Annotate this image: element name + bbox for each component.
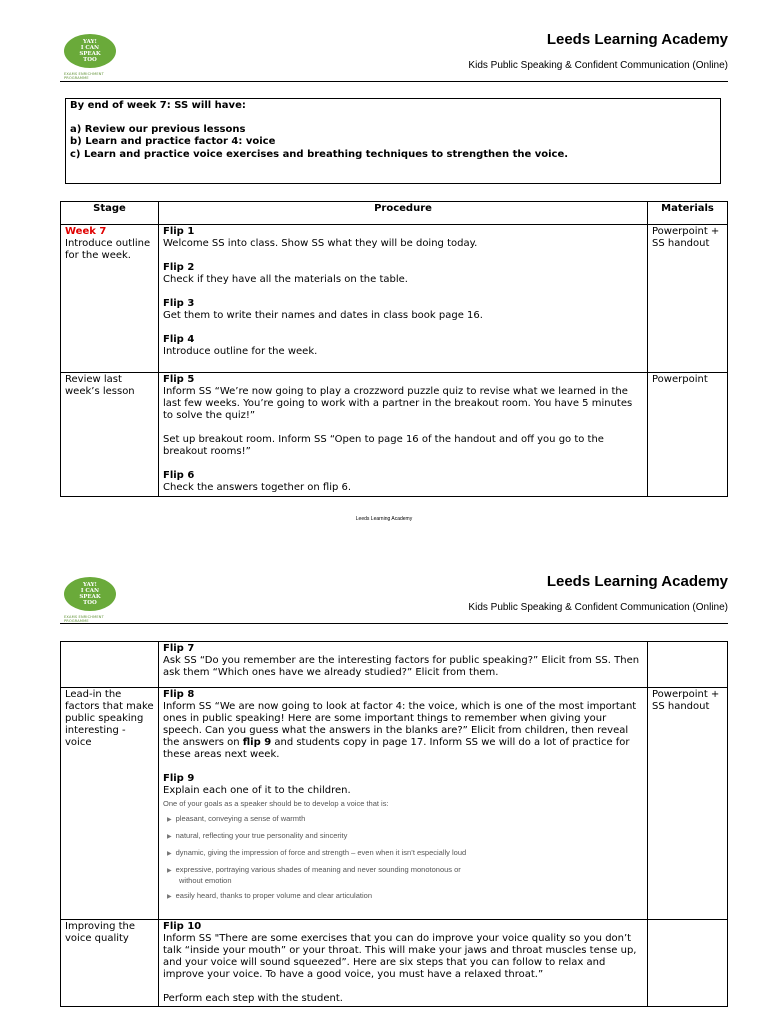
- bullet-arrow-icon: ▶: [167, 834, 172, 840]
- materials-cell: Powerpoint + SS handout: [648, 225, 728, 373]
- bullet-arrow-icon: ▶: [167, 868, 172, 874]
- objective-item: a) Review our previous lessons: [70, 123, 246, 135]
- logo-subtitle: EXAMS ENRICHMENT PROGRAMME: [64, 72, 104, 80]
- step-text: Get them to write their names and dates in class book page 16.: [163, 310, 483, 321]
- step-text: Introduce outline for the week.: [163, 346, 318, 357]
- table-row: [61, 688, 728, 920]
- header-procedure: Procedure: [159, 202, 648, 225]
- step-text: Inform SS “We’re now going to play a crozzword puzzle quiz to revise what we learned in the last few weeks. You’re going to work with a partner in the breakout room. You have 5 minutes to solve the quiz!”: [163, 386, 633, 421]
- procedure-cell: [159, 920, 648, 1007]
- materials-cell: Powerpoint + SS handout: [648, 688, 728, 920]
- procedure-cell: [159, 642, 648, 688]
- bullet-arrow-icon: ▶: [167, 894, 172, 900]
- org-name: Leeds Learning Academy: [546, 573, 728, 590]
- step-text: Check if they have all the materials on the table.: [163, 274, 408, 285]
- goal-item: ▶ dynamic, giving the impression of force and strength – even when it isn’t especially loud: [167, 848, 467, 857]
- goal-item: ▶ pleasant, conveying a sense of warmth: [167, 814, 306, 823]
- procedure-cell: [159, 373, 648, 497]
- stage-cell: [61, 225, 159, 373]
- materials-cell: Powerpoint: [648, 373, 728, 497]
- step-title: Flip 2: [163, 262, 195, 273]
- step-title: Flip 9: [163, 773, 195, 784]
- page-2: [0, 560, 768, 1024]
- week-label: Week 7: [65, 226, 107, 237]
- org-name: Leeds Learning Academy: [546, 31, 728, 48]
- goals-intro: One of your goals as a speaker should be to develop a voice that is:: [163, 799, 389, 808]
- logo-subtitle: EXAMS ENRICHMENT PROGRAMME: [64, 615, 104, 623]
- step-title: Flip 1: [163, 226, 195, 237]
- step-text: Explain each one of it to the children.: [163, 785, 351, 796]
- header-stage: Stage: [61, 202, 159, 225]
- header-divider: [60, 623, 728, 624]
- step-title: Flip 10: [163, 921, 202, 932]
- bullet-arrow-icon: ▶: [167, 851, 172, 857]
- step-text: Inform SS “We are now going to look at factor 4: the voice, which is one of the most important ones in public speaking! Here are some important things to remember when giving your speech. Can you guess what the answers in the blanks are?” Elicit from children, then reveal the answers on flip 9 and students copy in page 17. Inform SS we will do a lot of practice for these areas next week.: [163, 701, 637, 760]
- logo: [64, 34, 116, 70]
- materials-cell: [648, 642, 728, 688]
- step-title: Flip 4: [163, 334, 195, 345]
- step-title: Flip 6: [163, 470, 195, 481]
- objectives-title: By end of week 7: SS will have:: [70, 100, 246, 111]
- table-header-row: [61, 202, 728, 225]
- course-title: Kids Public Speaking & Confident Communication (Online): [468, 602, 728, 613]
- objective-item: c) Learn and practice voice exercises and breathing techniques to strengthen the voice.: [70, 148, 569, 160]
- table-row: [61, 920, 728, 1007]
- procedure-cell: [159, 225, 648, 373]
- lesson-plan-table-continued: [60, 641, 728, 1007]
- step-title: Flip 7: [163, 643, 195, 654]
- goal-item: ▶ natural, reflecting your true personality and sincerity: [167, 831, 348, 840]
- voice-goals-image: [163, 798, 643, 903]
- stage-cell: Lead-in the factors that make public speaking interesting - voice: [61, 688, 159, 920]
- table-row: [61, 642, 728, 688]
- step-text: Check the answers together on flip 6.: [163, 482, 352, 493]
- objectives-box: [65, 98, 721, 184]
- step-title: Flip 8: [163, 689, 195, 700]
- stage-text: Introduce outline for the week.: [65, 238, 151, 261]
- page-footer: Leeds Learning Academy: [355, 516, 413, 522]
- stage-cell: Improving the voice quality: [61, 920, 159, 1007]
- step-text: Set up breakout room. Inform SS “Open to page 16 of the handout and off you go to the breakout rooms!”: [163, 434, 604, 457]
- step-text: Inform SS "There are some exercises that you can do improve your voice quality so you don’t talk “inside your mouth” or your throat. This will make your jaws and throat muscles tense up, and your voice will sound squeezed”. Here are six steps that you can follow to relax and improve your voice. To have a good voice, you must have a relaxed throat.”: [163, 933, 637, 980]
- logo: [64, 577, 116, 613]
- stage-cell: [61, 642, 159, 688]
- procedure-cell: [159, 688, 648, 920]
- step-text: Welcome SS into class. Show SS what they will be doing today.: [163, 238, 478, 249]
- table-row: [61, 225, 728, 373]
- step-text: Perform each step with the student.: [163, 993, 343, 1004]
- goal-item: ▶ expressive, portraying various shades of meaning and never sounding monotonous or without emotion: [167, 865, 461, 885]
- stage-cell: Review last week’s lesson: [61, 373, 159, 497]
- table-row: [61, 373, 728, 497]
- lesson-plan-table: [60, 201, 728, 497]
- header-materials: Materials: [648, 202, 728, 225]
- step-title: Flip 3: [163, 298, 195, 309]
- objective-item: b) Learn and practice factor 4: voice: [70, 136, 276, 147]
- logo-text: YAY! I CAN SPEAK TOO: [79, 582, 101, 606]
- step-text: Ask SS “Do you remember are the interesting factors for public speaking?” Elicit from SS. Then ask them “Which ones have we already studied?” Elicit from them.: [163, 655, 640, 678]
- materials-cell: [648, 920, 728, 1007]
- header-divider: [60, 81, 728, 82]
- goal-item: ▶ easily heard, thanks to proper volume and clear articulation: [167, 891, 372, 900]
- flip-9-reference: flip 9: [242, 737, 272, 748]
- step-title: Flip 5: [163, 374, 195, 385]
- course-title: Kids Public Speaking & Confident Communication (Online): [468, 60, 728, 71]
- bullet-arrow-icon: ▶: [167, 817, 172, 823]
- logo-text: YAY! I CAN SPEAK TOO: [79, 39, 101, 63]
